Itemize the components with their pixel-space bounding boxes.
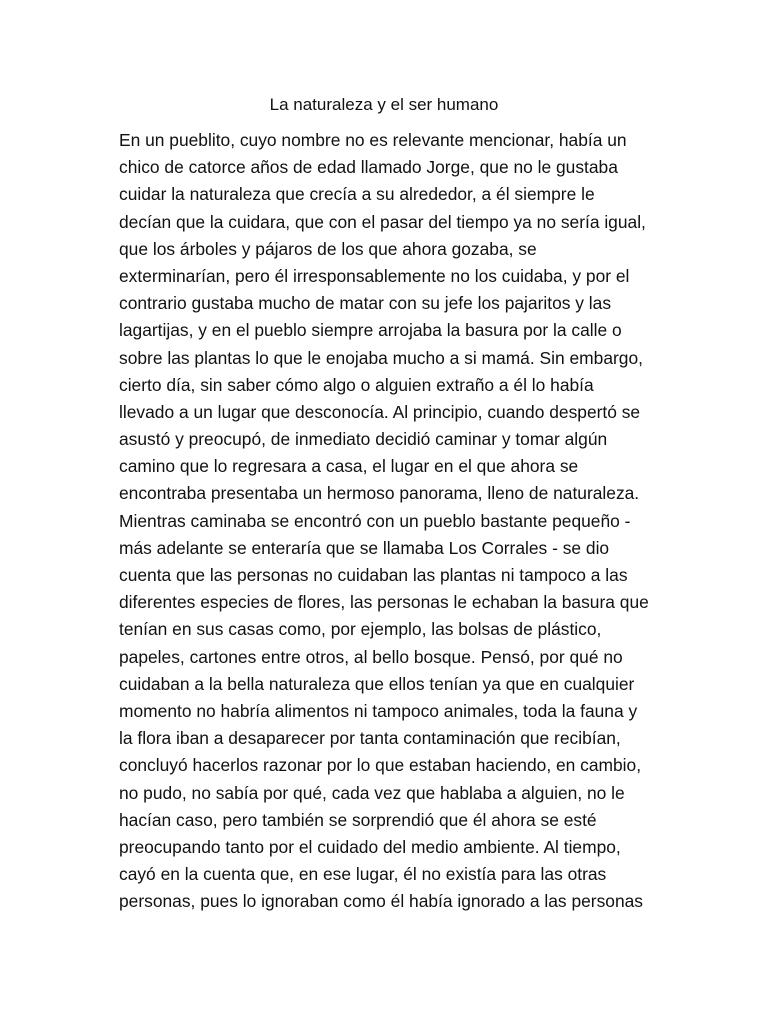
document-body — [119, 127, 679, 915]
body-line: cayó en la cuenta que, en ese lugar, él no existía para las otras — [119, 864, 607, 885]
body-line: personas, pues lo ignoraban como él había ignorado a las personas — [119, 891, 644, 912]
body-line: cuidaban a la bella naturaleza que ellos tenían ya que en cualquier — [119, 673, 635, 694]
body-line: papeles, cartones entre otros, al bello bosque. Pensó, por qué no — [119, 646, 623, 667]
body-line: contrario gustaba mucho de matar con su jefe los pajaritos y las — [119, 293, 612, 314]
body-line: momento no habría alimentos ni tampoco animales, toda la fauna y — [119, 700, 638, 721]
body-line: lagartijas, y en el pueblo siempre arrojaba la basura por la calle o — [119, 320, 622, 341]
body-line: más adelante se enteraría que se llamaba Los Corrales - se dio — [119, 537, 610, 558]
body-line: cierto día, sin saber cómo algo o alguien extraño a él lo había — [119, 374, 594, 395]
body-line: decían que la cuidara, que con el pasar del tiempo ya no sería igual, — [119, 211, 646, 232]
body-line: hacían caso, pero también se sorprendió que él ahora se esté — [119, 809, 597, 830]
body-line: chico de catorce años de edad llamado Jorge, que no le gustaba — [119, 157, 618, 178]
body-line: no pudo, no sabía por qué, cada vez que hablaba a alguien, no le — [119, 782, 625, 803]
body-line: preocupando tanto por el cuidado del medio ambiente. Al tiempo, — [119, 836, 621, 857]
body-line: cuenta que las personas no cuidaban las plantas ni tampoco a las — [119, 565, 628, 585]
document-title: La naturaleza y el ser humano — [269, 95, 499, 114]
body-line: asustó y preocupó, de inmediato decidió caminar y tomar algún — [119, 429, 608, 450]
body-line: En un pueblito, cuyo nombre no es relevante mencionar, había un — [119, 130, 627, 150]
body-line: la flora iban a desaparecer por tanta contaminación que recibían, — [119, 728, 621, 749]
body-line: sobre las plantas lo que le enojaba mucho a si mamá. Sin embargo, — [119, 347, 643, 368]
body-line: llevado a un lugar que desconocía. Al principio, cuando despertó se — [119, 401, 641, 422]
body-line: tenían en sus casas como, por ejemplo, las bolsas de plástico, — [119, 619, 602, 640]
body-line: encontraba presentaba un hermoso panorama, lleno de naturaleza. — [119, 483, 640, 504]
body-line: camino que lo regresara a casa, el lugar en el que ahora se — [119, 456, 579, 477]
body-line: que los árboles y pájaros de los que ahora gozaba, se — [119, 238, 537, 259]
body-line: exterminarían, pero él irresponsablemente no los cuidaba, y por el — [119, 265, 630, 286]
body-line: concluyó hacerlos razonar por lo que estaban haciendo, en cambio, — [119, 755, 642, 776]
body-line: diferentes especies de flores, las personas le echaban la basura que — [119, 592, 649, 613]
body-line: Mientras caminaba se encontró con un pueblo bastante pequeño - — [119, 510, 631, 531]
body-line: cuidar la naturaleza que crecía a su alrededor, a él siempre le — [119, 184, 595, 205]
